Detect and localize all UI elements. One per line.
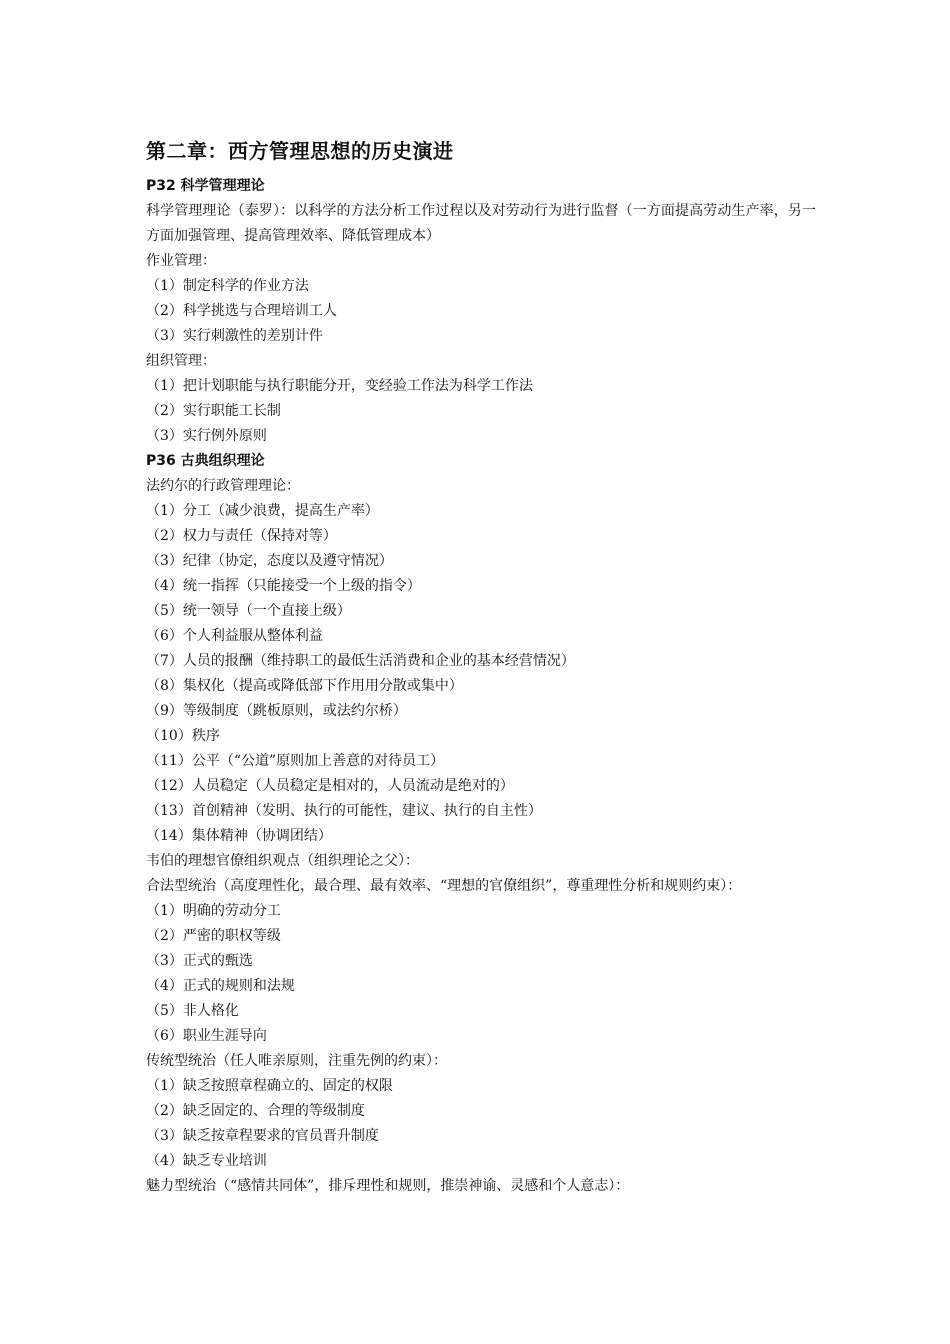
list-item: （4）正式的规则和法规 <box>146 978 295 994</box>
section-heading-scientific-management: P32 科学管理理论 <box>146 178 265 194</box>
list-item: （1）缺乏按照章程确立的、固定的权限 <box>146 1078 393 1094</box>
list-item: （2）严密的职权等级 <box>146 928 281 944</box>
list-item: （3）纪律（协定，态度以及遵守情况） <box>146 553 393 569</box>
list-item: （13）首创精神（发明、执行的可能性，建议、执行的自主性） <box>146 803 542 819</box>
list-item: （1）明确的劳动分工 <box>146 903 281 919</box>
organization-management-label: 组织管理： <box>146 353 216 369</box>
list-item: （1）分工（减少浪费，提高生产率） <box>146 503 379 519</box>
list-item: （2）实行职能工长制 <box>146 403 281 419</box>
list-item: （3）实行例外原则 <box>146 428 267 444</box>
list-item: （1）制定科学的作业方法 <box>146 278 309 294</box>
list-item: （5）非人格化 <box>146 1003 239 1019</box>
chapter-title: 第二章：西方管理思想的历史演进 <box>146 139 454 163</box>
list-item: （2）缺乏固定的、合理的等级制度 <box>146 1103 365 1119</box>
list-item: （12）人员稳定（人员稳定是相对的，人员流动是绝对的） <box>146 778 514 794</box>
list-item: （5）统一领导（一个直接上级） <box>146 603 351 619</box>
list-item: （4）缺乏专业培训 <box>146 1153 267 1169</box>
charismatic-authority-label: 魅力型统治（“感情共同体”，排斥理性和规则，推崇神谕、灵感和个人意志）： <box>146 1178 630 1194</box>
traditional-authority-label: 传统型统治（任人唯亲原则，注重先例的约束）： <box>146 1053 447 1069</box>
fayol-label: 法约尔的行政管理理论： <box>146 478 300 494</box>
list-item: （9）等级制度（跳板原则，或法约尔桥） <box>146 703 407 719</box>
list-item: （6）职业生涯导向 <box>146 1028 267 1044</box>
document-page <box>146 134 816 1199</box>
list-item: （2）权力与责任（保持对等） <box>146 528 337 544</box>
list-item: （4）统一指挥（只能接受一个上级的指令） <box>146 578 421 594</box>
list-item: （14）集体精神（协调团结） <box>146 828 332 844</box>
scientific-management-intro: 科学管理理论（泰罗）：以科学的方法分析工作过程以及对劳动行为进行监督（一方面提高劳动生产率，另一方面加强管理、提高管理效率、降低管理成本） <box>146 203 816 244</box>
weber-label: 韦伯的理想官僚组织观点（组织理论之父）： <box>146 853 419 869</box>
list-item: （8）集权化（提高或降低部下作用用分散或集中） <box>146 678 463 694</box>
legal-authority-label: 合法型统治（高度理性化，最合理、最有效率、“理想的官僚组织”，尊重理性分析和规则约束）： <box>146 878 742 894</box>
list-item: （2）科学挑选与合理培训工人 <box>146 303 337 319</box>
list-item: （6）个人利益服从整体利益 <box>146 628 323 644</box>
list-item: （10）秩序 <box>146 728 220 744</box>
list-item: （3）缺乏按章程要求的官员晋升制度 <box>146 1128 379 1144</box>
work-management-label: 作业管理： <box>146 253 216 269</box>
list-item: （3）实行刺激性的差别计件 <box>146 328 323 344</box>
list-item: （7）人员的报酬（维持职工的最低生活消费和企业的基本经营情况） <box>146 653 575 669</box>
section-heading-classical-organization: P36 古典组织理论 <box>146 453 265 469</box>
list-item: （3）正式的甄选 <box>146 953 253 969</box>
list-item: （11）公平（“公道”原则加上善意的对待员工） <box>146 753 445 769</box>
list-item: （1）把计划职能与执行职能分开，变经验工作法为科学工作法 <box>146 378 533 394</box>
